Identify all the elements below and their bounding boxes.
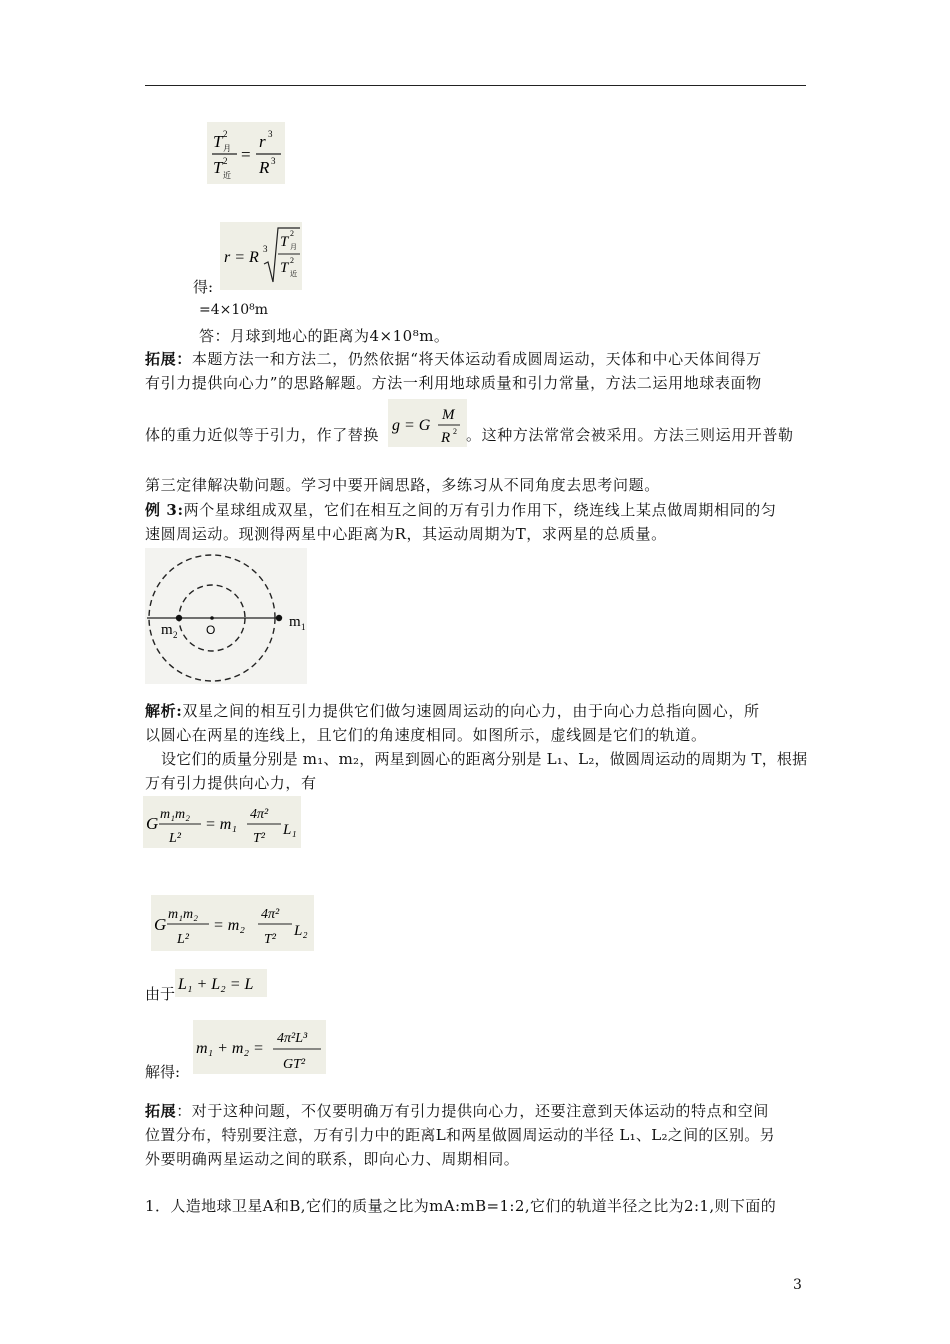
eq5-text: L₁ + L₂ = L bbox=[178, 976, 254, 993]
equation-g-substitution bbox=[388, 399, 467, 447]
label-m2-sub: 2 bbox=[173, 630, 178, 640]
jiexi-line2: 以圆心在两星的连线上，且它们的角速度相同。如图所示，虚线圆是它们的轨道。 bbox=[145, 726, 707, 744]
eq2-num-t: T bbox=[280, 234, 289, 250]
result-value: =4×10⁸m bbox=[199, 302, 269, 318]
tuozhan2-line1 bbox=[145, 1100, 809, 1123]
eq1-num-sub: 月 bbox=[223, 144, 231, 153]
equation-g-graphic bbox=[388, 399, 467, 447]
eq1-right-num: r bbox=[259, 132, 266, 151]
question-1: 1．人造地球卫星A和B,它们的质量之比为mA:mB=1:2,它们的轨道半径之比为2:1,则下面的 bbox=[145, 1197, 777, 1215]
tuozhan1-line2: 有引力提供向心力”的思路解题。方法一利用地球质量和引力常量，方法二运用地球表面物 bbox=[145, 374, 762, 392]
eq3-g: G bbox=[146, 814, 159, 833]
jiede-label: 解得: bbox=[145, 1063, 181, 1081]
label-m1-sub: 1 bbox=[301, 622, 306, 632]
eq2-lhs: r = R bbox=[224, 249, 259, 266]
tuozhan1-line3a: 体的重力近似等于引力，作了替换 bbox=[145, 426, 380, 444]
eq2-num-sup: 2 bbox=[290, 229, 294, 238]
binary-star-svg bbox=[145, 548, 307, 684]
equation-kepler-ratio bbox=[207, 122, 285, 184]
jiexi-text1: 双星之间的相互引力提供它们做匀速圆周运动的向心力，由于向心力总指向圆心，所 bbox=[182, 702, 760, 720]
tuozhan1-text1: 本题方法一和方法二，仍然依据“将天体运动看成圆周运动，天体和中心天体间得万 bbox=[191, 350, 762, 368]
eq3-den: L² bbox=[169, 831, 181, 846]
tuozhan1-line4: 第三定律解决勒问题。学习中要开阔思路，多练习从不同角度去思考问题。 bbox=[145, 476, 660, 494]
page-number: 3 bbox=[793, 1277, 802, 1293]
eq3-den2: T² bbox=[253, 831, 265, 846]
eq1-right-den: R bbox=[259, 158, 270, 177]
equation-force-m1 bbox=[143, 796, 301, 848]
eq4-den2: T² bbox=[264, 932, 276, 947]
example3-line2: 速圆周运动。现测得两星中心距离为R，其运动周期为T，求两星的总质量。 bbox=[145, 525, 667, 543]
eq-g-num: M bbox=[442, 407, 455, 423]
eq4-den: L² bbox=[177, 932, 189, 947]
eq-g-den-sup: 2 bbox=[453, 427, 457, 436]
eq6-num: 4π²L³ bbox=[277, 1031, 308, 1046]
answer-line: 答：月球到地心的距离为4×10⁸m。 bbox=[199, 327, 450, 345]
eq1-den-sub: 近 bbox=[223, 171, 231, 180]
eq4-mid: = m₂ bbox=[213, 917, 245, 934]
tuozhan1-label: 拓展： bbox=[145, 350, 192, 368]
eq1-den-sup: 2 bbox=[223, 156, 228, 166]
equation-sum-l-graphic bbox=[175, 969, 267, 997]
eq2-root-index: 3 bbox=[263, 244, 268, 254]
youyu-label: 由于 bbox=[145, 985, 176, 1003]
eq4-num: m₁m₂ bbox=[168, 907, 198, 922]
tuozhan1-line3b: 。这种方法常常会被采用。方法三则运用开普勒 bbox=[466, 426, 794, 444]
star-m1-dot bbox=[276, 615, 282, 621]
tuozhan2-label: 拓展 bbox=[145, 1102, 177, 1120]
equation-force-m2 bbox=[151, 895, 314, 951]
eq3-num2: 4π² bbox=[250, 807, 269, 822]
jiexi-line4: 万有引力提供向心力，有 bbox=[145, 774, 317, 792]
equation-force-m2-graphic bbox=[151, 895, 314, 951]
equation-force-m1-graphic bbox=[143, 796, 301, 848]
tuozhan2-text1: ：对于这种问题，不仅要明确万有引力提供向心力，还要注意到天体运动的特点和空间 bbox=[176, 1102, 770, 1120]
example3-text1: 两个星球组成双星，它们在相互之间的万有引力作用下，绕连线上某点做周期相同的匀 bbox=[183, 501, 777, 519]
eq6-lhs: m₁ + m₂ = bbox=[196, 1040, 264, 1057]
star-m2-dot bbox=[176, 615, 182, 621]
eq3-num: m₁m₂ bbox=[160, 807, 190, 822]
equation-kepler-ratio-graphic bbox=[207, 122, 285, 184]
binary-star-diagram bbox=[145, 548, 307, 684]
eq-g-text: g = G bbox=[392, 417, 431, 434]
eq1-den-t: T bbox=[213, 158, 223, 177]
eq4-g: G bbox=[154, 915, 167, 934]
equation-total-mass bbox=[193, 1020, 326, 1074]
eq3-tail: L₁ bbox=[283, 822, 297, 838]
jiexi-line1 bbox=[145, 700, 809, 723]
eq6-den: GT² bbox=[283, 1057, 306, 1072]
label-o: O bbox=[206, 623, 216, 637]
label-m2: m bbox=[161, 622, 173, 638]
jiexi-line3: 设它们的质量分别是 m₁、m₂，两星到圆心的距离分别是 L₁、L₂，做圆周运动的周期为 T，根据 bbox=[161, 750, 808, 768]
label-m1: m bbox=[289, 614, 301, 630]
eq2-den-sup: 2 bbox=[290, 256, 294, 265]
tuozhan2-line2: 位置分布，特别要注意，万有引力中的距离L和两星做圆周运动的半径 L₁、L₂之间的区别。另 bbox=[145, 1126, 775, 1144]
jiexi-label: 解析: bbox=[145, 702, 183, 720]
eq2-num-sub: 月 bbox=[290, 243, 297, 251]
eq-g-den: R bbox=[441, 430, 451, 446]
tuozhan2-line3: 外要明确两星运动之间的联系，即向心力、周期相同。 bbox=[145, 1150, 520, 1168]
eq4-num2: 4π² bbox=[261, 907, 280, 922]
equation-radius bbox=[220, 222, 302, 290]
eq4-tail: L₂ bbox=[294, 923, 308, 939]
eq1-right-num-sup: 3 bbox=[268, 129, 273, 139]
equation-radius-graphic bbox=[220, 222, 302, 290]
eq1-right-den-sup: 3 bbox=[271, 156, 276, 166]
equation-total-mass-graphic bbox=[193, 1020, 326, 1074]
example3-label: 例 3: bbox=[145, 501, 184, 519]
tuozhan1-line1 bbox=[145, 348, 809, 371]
eq1-equals: = bbox=[241, 145, 251, 164]
eq2-den-sub: 近 bbox=[290, 270, 297, 278]
equation-sum-l bbox=[175, 969, 267, 997]
header-rule bbox=[145, 85, 806, 86]
eq1-num-sup: 2 bbox=[223, 129, 228, 139]
center-dot bbox=[210, 616, 214, 620]
eq1-num-t: T bbox=[213, 132, 223, 151]
example3-line1 bbox=[145, 499, 809, 522]
eq3-mid: = m₁ bbox=[205, 816, 237, 833]
de-label: 得: bbox=[193, 278, 214, 296]
eq2-den-t: T bbox=[280, 260, 289, 276]
